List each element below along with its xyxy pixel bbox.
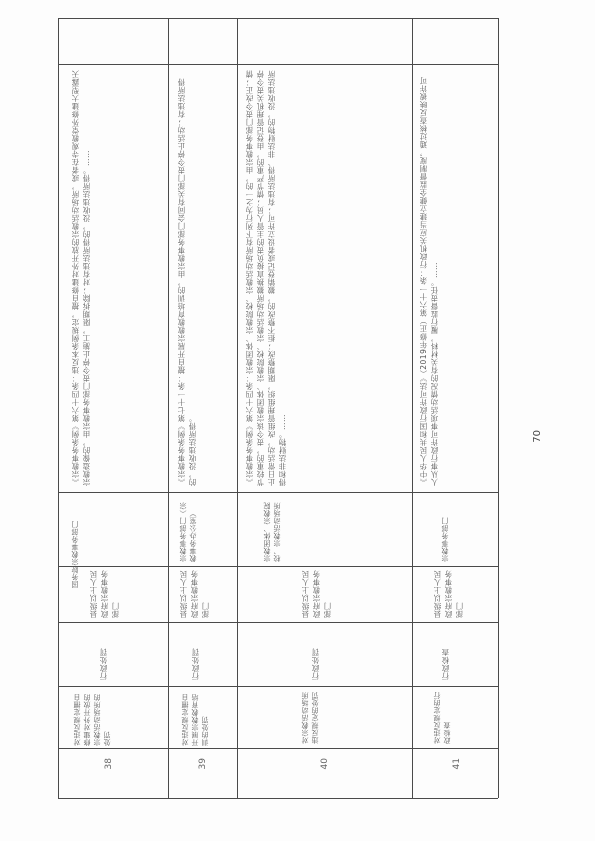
item-basis: 《宗教事务条例》第六十四条：宗教团体、宗教院校、宗教活动场所有下列行为之一的，由宗教事务部门责令改正；情节较重的，责令该宗教团体、宗教院校、宗教活动场所撤换直接负责的主管人员；情节严重的，由登记管理机关责令停止日常活动，改组管理组织，限期整改；拒不整改的，撤销登记或者设立许可；有违法所得、非法财物的，没收违法所得和非法财物。…… [245, 70, 287, 486]
row-divider [168, 18, 169, 798]
item-name: 对宗教活动场所违反规定的处罚 [301, 691, 319, 744]
column-divider [58, 64, 498, 65]
item-detail: 宗教事务部门 [441, 517, 449, 562]
item-subject: 县级以上人民政府宗教事务部门 [89, 570, 120, 618]
column-divider [58, 748, 498, 749]
item-subject: 县级以上人民政府宗教事务部门 [433, 570, 464, 618]
item-category: 行政检查 [441, 648, 450, 680]
item-detail: 宗教事务部门（宗教事务办公室） [179, 502, 197, 562]
item-subject: 县级以上人民政府宗教事务部门 [179, 570, 210, 618]
table-border-bottom [58, 798, 498, 799]
item-subject: 县级以上人民政府宗教事务部门 [301, 570, 332, 618]
row-number: 41 [452, 758, 462, 770]
item-category: 行政处罚 [311, 648, 320, 680]
item-basis: 《宗教事务条例》第六十四条：违反本条例规定，擅自修建对外开放的宗教活动场所，或者在寺观教堂外修建大型露天宗教造像的，由宗教事务部门责令停止施工，限期拆除；对有违法所得的，没收违法所得。…… [71, 70, 91, 486]
item-category: 行政处罚 [191, 648, 200, 680]
row-divider [237, 18, 238, 798]
item-basis: 《中华人民共和国行政许可法》（2019年修正）第六十一条：行政机关应当建立健全监督制度，通过核查反映被许可人从事行政许可事项活动情况的有关材料，履行监督责任。…… [419, 76, 439, 486]
item-detail: 国务院宗教事务部门 [71, 520, 79, 588]
item-detail: 宗教团体、宗教院校、宗教活动场所 [263, 502, 281, 562]
row-number: 40 [320, 758, 330, 770]
column-divider [58, 686, 498, 687]
item-name: 对违反规定擅自开展宗教教育培训的处罚 [181, 693, 209, 746]
page-number: 70 [532, 430, 543, 443]
item-basis: 《宗教事务条例》第七十一条：擅自开展宗教教育培训的，由宗教事务部门会同有关部门责令停止活动；有违法所得的，没收违法所得。 [177, 78, 197, 486]
table-border-top [58, 18, 498, 19]
column-divider [58, 492, 498, 493]
table-border-left [58, 18, 59, 798]
item-name: 对违反规定擅自修建对外开放的宗教活动场所的处罚 [73, 693, 111, 746]
row-divider [412, 18, 413, 798]
item-category: 行政处罚 [99, 648, 108, 680]
table-border-right [498, 18, 499, 798]
item-name: 对违反规定的行政检查 [433, 691, 451, 744]
row-number: 39 [198, 758, 208, 770]
column-divider [58, 622, 498, 623]
row-number: 38 [104, 758, 114, 770]
